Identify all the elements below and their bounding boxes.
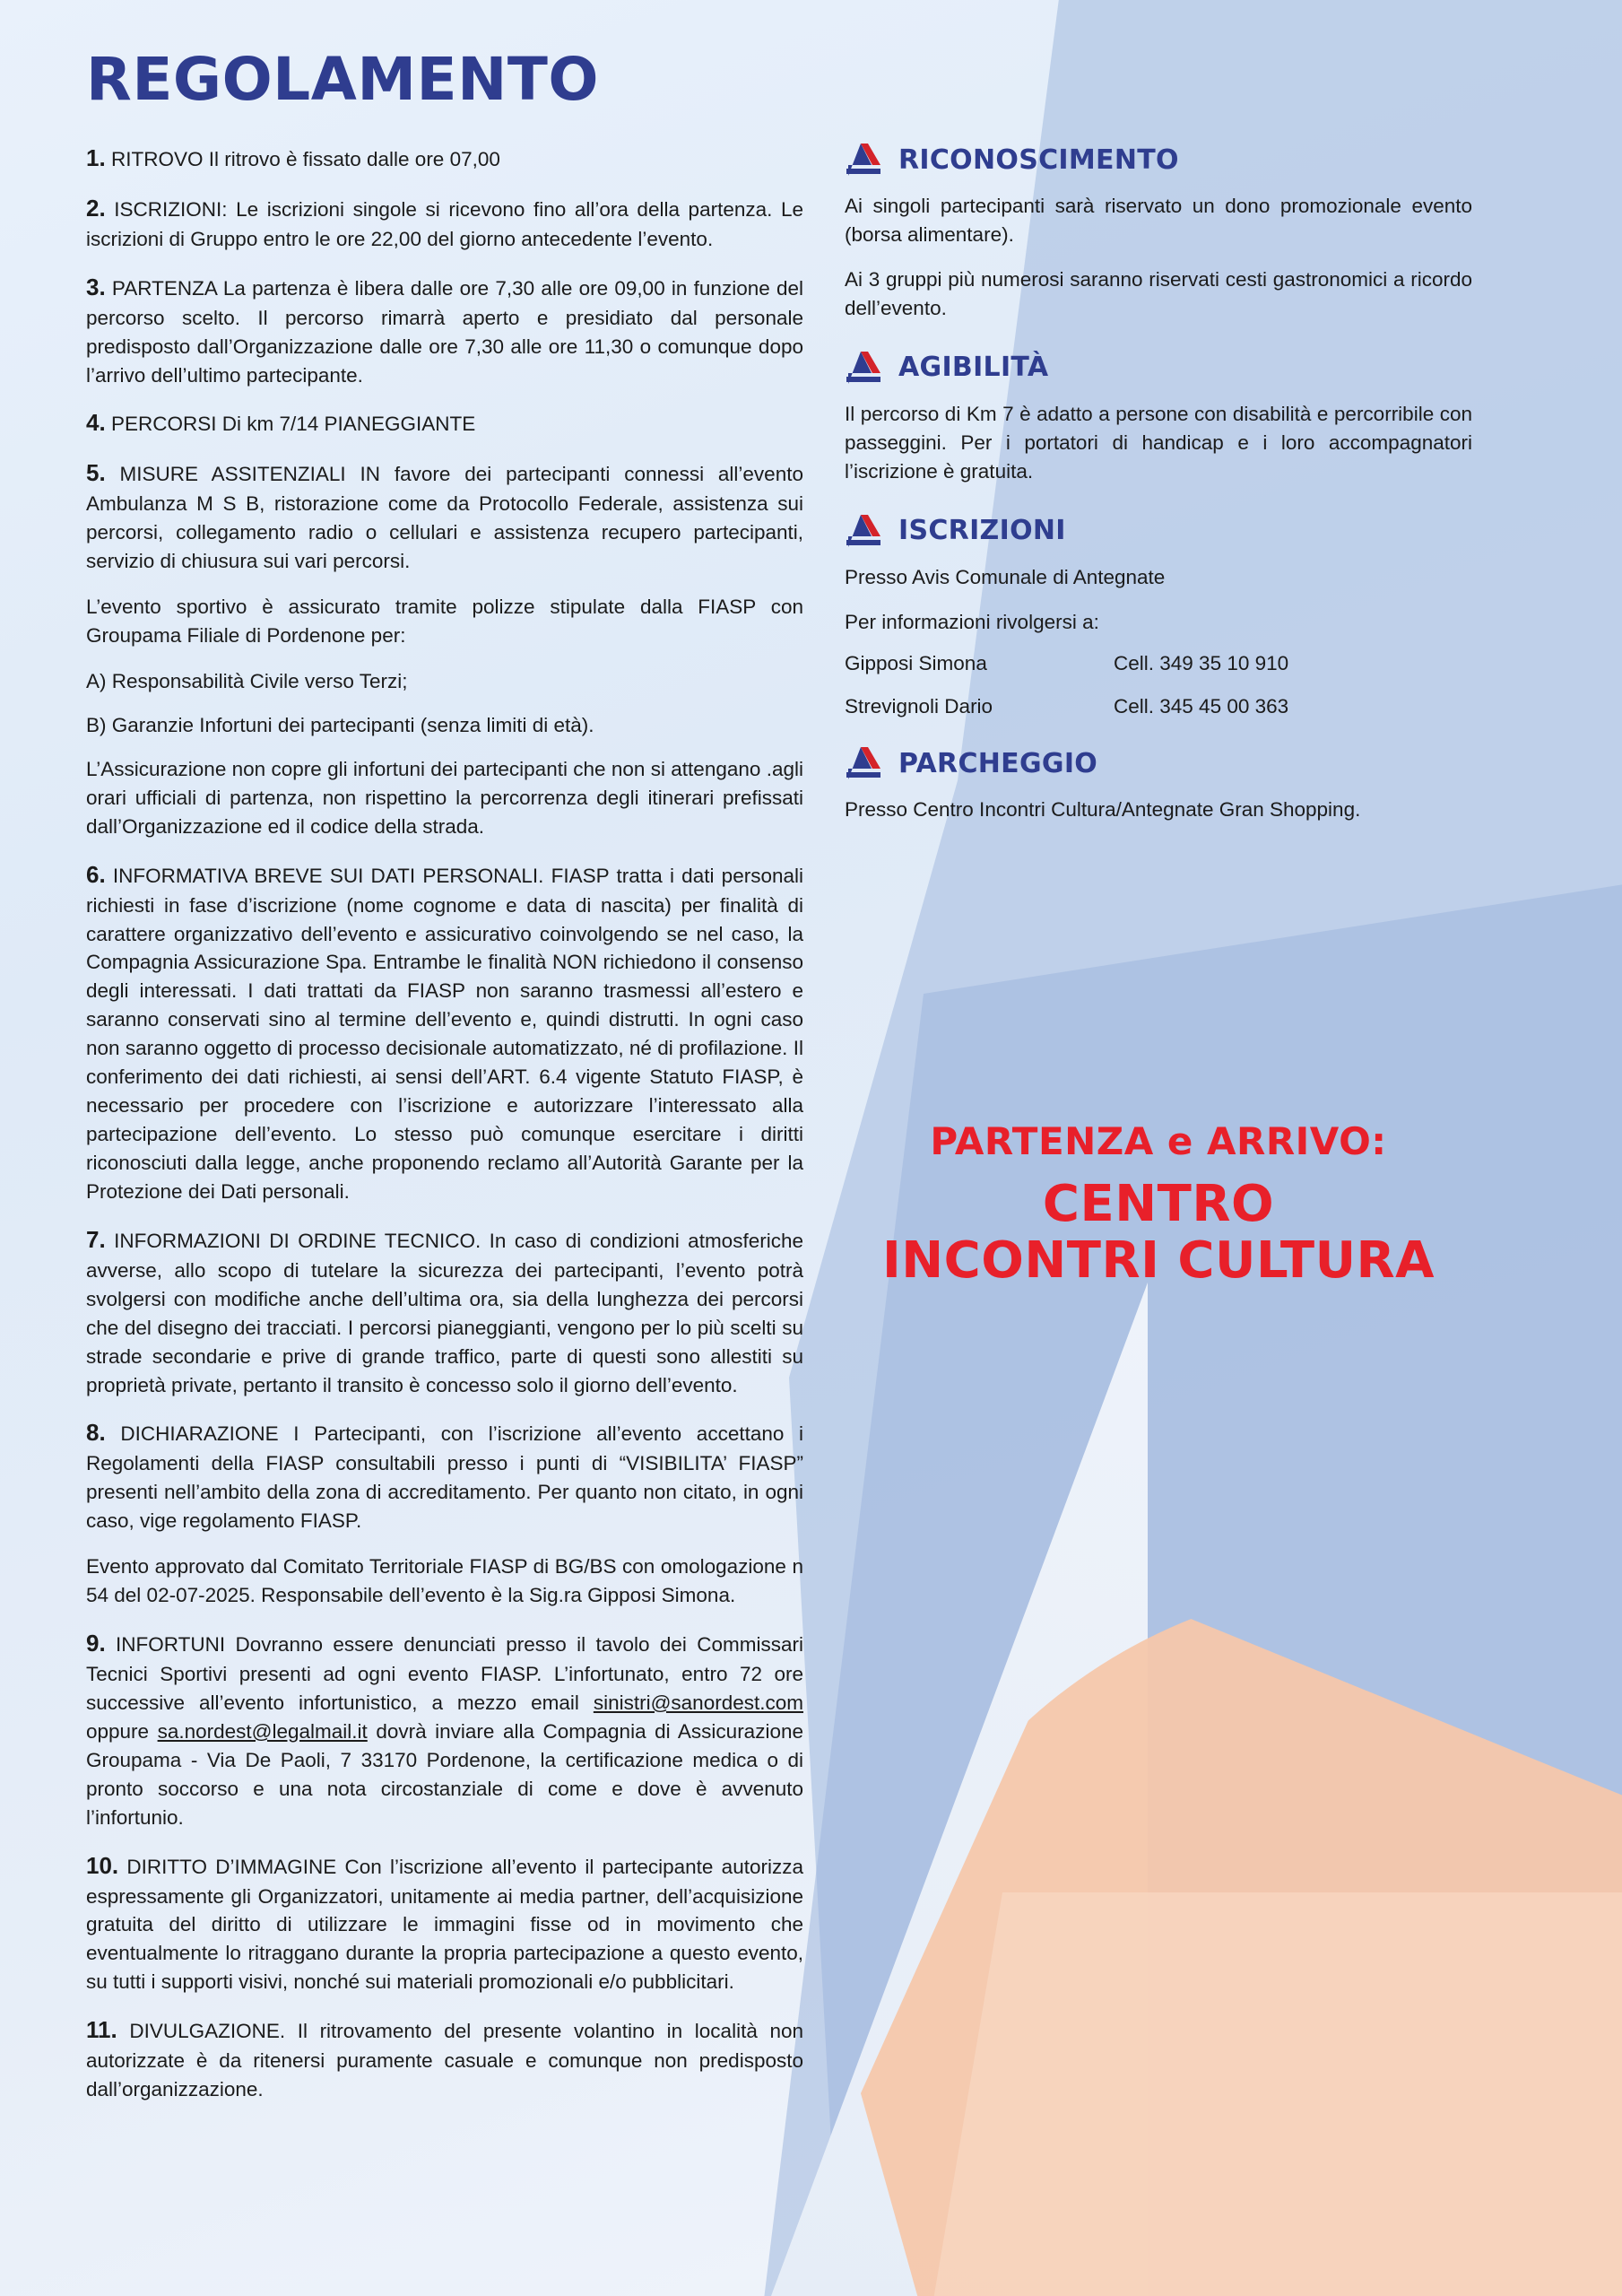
rule-text-before: INFORTUNI Dovranno essere denunciati presso il tavolo dei Commissari Tecnici Sportivi presenti ad ogni evento FIASP. L’infortunato, entro 72 ore successive all’evento infortunistico, a mezzo email (86, 1633, 803, 1714)
section-parcheggio (845, 745, 1472, 824)
section-paragraph: Presso Avis Comunale di Antegnate (845, 565, 1166, 588)
contact-name: Gipposi Simona (845, 652, 987, 675)
rule-text: INFORMAZIONI DI ORDINE TECNICO. In caso di condizioni atmosferiche avverse, allo scopo di tutelare la sicurezza dei partecipanti, l’evento potrà svolgersi con modifiche anche dell’ultima ora, sia della lunghezza dei percorsi che del disegno dei tracciati. I percorsi pianeggianti, vengono per lo più scelti su strade secondarie e prive di grande traffico, parte di questi sono allestiti su proprietà private, pertanto il transito è concesso solo il giorno dell’evento. (86, 1229, 803, 1396)
insurance-intro: L’evento sportivo è assicurato tramite polizze stipulate dalla FIASP con Groupama Filiale di Pordenone per: (86, 596, 803, 648)
section-agibilita (845, 350, 1472, 486)
section-iscrizioni (845, 513, 1472, 719)
rule-text: MISURE ASSITENZIALI IN favore dei partecipanti connessi all’evento Ambulanza M S B, ristorazione come da Protocollo Federale, assistenza sui percorsi, collegamento radio o cellulari e assistenza recupero partecipanti, servizio di chiusura sui vari percorsi. (86, 463, 803, 573)
rule-number: 8. (86, 1419, 106, 1447)
rule-item (86, 457, 803, 576)
contact-row (845, 695, 1472, 718)
rule-text: ISCRIZIONI: Le iscrizioni singole si ricevono fino all’ora della partenza. Le iscrizioni di Gruppo entro le ore 22,00 del giorno antecedente l’evento. (86, 197, 803, 250)
arrival-block (845, 1120, 1472, 1289)
rule-item (86, 271, 803, 390)
section-paragraph: Il percorso di Km 7 è adatto a persone con disabilità e percorribile con passeggini. Per i portatori di handicap e i loro accompagnatori l’iscrizione è gratuita. (845, 402, 1472, 483)
section-header (845, 350, 1472, 386)
section-title: PARCHEGGIO (898, 747, 1098, 779)
insurance-note: L’Assicurazione non copre gli infortuni dei partecipanti che non si attengano .agli orari ufficiali di partenza, non rispettino la percorrenza degli itinerari prefissati dall’Organizzazione ed il codice della strada. (86, 757, 803, 838)
rule-number: 4. (86, 409, 106, 437)
contact-phone: Cell. 345 45 00 363 (1114, 695, 1289, 718)
contact-row (845, 652, 1472, 675)
section-header (845, 142, 1472, 178)
section-header (845, 745, 1472, 781)
rule-text-mid: oppure (86, 1719, 158, 1743)
approval-paragraph: Evento approvato dal Comitato Territoriale FIASP di BG/BS con omologazione n 54 del 02-07-2025. Responsabile dell’evento è la Sig.ra Gipposi Simona. (86, 1555, 803, 1607)
contact-phone: Cell. 349 35 10 910 (1114, 652, 1289, 675)
rule-number: 11. (86, 2016, 117, 2044)
rule-item (86, 1849, 803, 1997)
rule-item (86, 142, 803, 175)
rule-text: INFORMATIVA BREVE SUI DATI PERSONALI. FIASP tratta i dati personali richiesti in fase d’iscrizione (nome cognome e data di nascita) per finalità di carattere organizzativo dell’evento e assicurativo coinvolgendo se nel caso, la Compagnia Assicurazione Spa. Entrambe le finalità NON richiedono il consenso degli interessati. I dati trattati da FIASP non saranno trasmessi all’estero e saranno conservati sino al termine dell’evento e, quindi distrutti. In ogni caso non saranno oggetto di processo decisionale automatizzato, né di profilazione. Il conferimento dei dati richiesti, ai sensi dell’ART. 6.4 vigente Statuto FIASP, è necessario per procedere con l’iscrizione e autorizzare l’interessato alla partecipazione dell’evento. Lo stesso può comunque esercitare i diritti riconosciuti dalla legge, anche proponendo reclamo all’Autorità Garante per la Protezione dei Dati personali. (86, 864, 803, 1203)
insurance-item-b: B) Garanzie Infortuni dei partecipanti (senza limiti di età). (86, 713, 594, 736)
section-title: RICONOSCIMENTO (898, 144, 1179, 176)
rule-number: 9. (86, 1630, 106, 1657)
section-title: AGIBILITÀ (898, 352, 1049, 384)
rule-item (86, 1223, 803, 1400)
regulation-column (86, 142, 803, 2121)
flag-icon (845, 745, 882, 781)
email-link-legalmail[interactable]: sa.nordest@legalmail.it (157, 1719, 368, 1743)
section-paragraph: Per informazioni rivolgersi a: (845, 610, 1099, 633)
contact-name: Strevignoli Dario (845, 695, 993, 718)
insurance-item-a: A) Responsabilità Civile verso Terzi; (86, 669, 408, 692)
rule-number: 3. (86, 273, 106, 300)
rule-number: 1. (86, 144, 106, 171)
rule-text: DICHIARAZIONE I Partecipanti, con l’iscrizione all’evento accettano i Regolamenti della FIASP consultabili presso i punti di “VISIBILITA’ FIASP” presenti nell’ambito della zona di accreditamento. Per quanto non citato, in ogni caso, vige regolamento FIASP. (86, 1422, 803, 1533)
rule-item (86, 406, 803, 439)
info-column (845, 142, 1472, 2121)
two-column-layout (86, 142, 1559, 2121)
arrival-label: PARTENZA e ARRIVO: (930, 1119, 1387, 1164)
rule-number: 7. (86, 1225, 106, 1253)
section-header (845, 513, 1472, 549)
section-paragraph: Ai 3 gruppi più numerosi saranno riservati cesti gastronomici a ricordo dell’evento. (845, 267, 1472, 319)
rule-number: 6. (86, 860, 106, 888)
rule-number: 10. (86, 1851, 119, 1879)
rule-item (86, 192, 803, 254)
flag-icon (845, 513, 882, 549)
rule-item (86, 2013, 803, 2104)
flag-icon (845, 142, 882, 178)
page-title: REGOLAMENTO (86, 45, 599, 114)
section-title: ISCRIZIONI (898, 515, 1066, 547)
flag-icon (845, 350, 882, 386)
rule-item (86, 1627, 803, 1832)
rule-item (86, 1416, 803, 1535)
rule-text: PERCORSI Di km 7/14 PIANEGGIANTE (110, 413, 476, 436)
email-link-sinistri[interactable]: sinistri@sanordest.com (593, 1691, 803, 1714)
arrival-venue-line2: INCONTRI CULTURA (881, 1231, 1436, 1291)
section-paragraph: Presso Centro Incontri Cultura/Antegnate Gran Shopping. (845, 798, 1361, 822)
rule-number: 5. (86, 459, 106, 487)
section-paragraph: Ai singoli partecipanti sarà riservato un dono promozionale evento (borsa alimentare). (845, 195, 1472, 246)
rule-text: PARTENZA La partenza è libera dalle ore 7,30 alle ore 09,00 in funzione del percorso scelto. Il percorso rimarrà aperto e presidiato dal personale predisposto dall’Organizzazione dalle ore 7,30 alle ore 11,30 o comunque dopo l’arrivo dell’ultimo partecipante. (86, 276, 803, 387)
rule-text: DIRITTO D’IMMAGINE Con l’iscrizione all’evento il partecipante autorizza espressamente gli Organizzatori, unitamente ai media partner, dell’acquisizione gratuita del diritto di utilizzare le immagini fisse od in movimento che eventualmente lo ritraggano durante la propria partecipazione a questo evento, su tutti i supporti visivi, nonché sui materiali promozionali e/o pubblicitari. (86, 1855, 803, 1994)
rule-text-after: dovrà inviare alla Compagnia di Assicurazione Groupama - Via De Paoli, 7 33170 Pordenone, la certificazione medica o di pronto soccorso e una nota circostanziale di come e dove è avvenuto l’infortunio. (86, 1719, 803, 1829)
section-riconoscimento (845, 142, 1472, 323)
rule-item (86, 858, 803, 1206)
rule-number: 2. (86, 194, 106, 222)
arrival-venue-line1: CENTRO (1042, 1175, 1275, 1234)
rule-text: RITROVO Il ritrovo è fissato dalle ore 07,00 (110, 148, 500, 170)
rule-text: DIVULGAZIONE. Il ritrovamento del presente volantino in località non autorizzate è da ritenersi puramente casuale e comunque non predisposto dall’organizzazione. (86, 2020, 803, 2101)
